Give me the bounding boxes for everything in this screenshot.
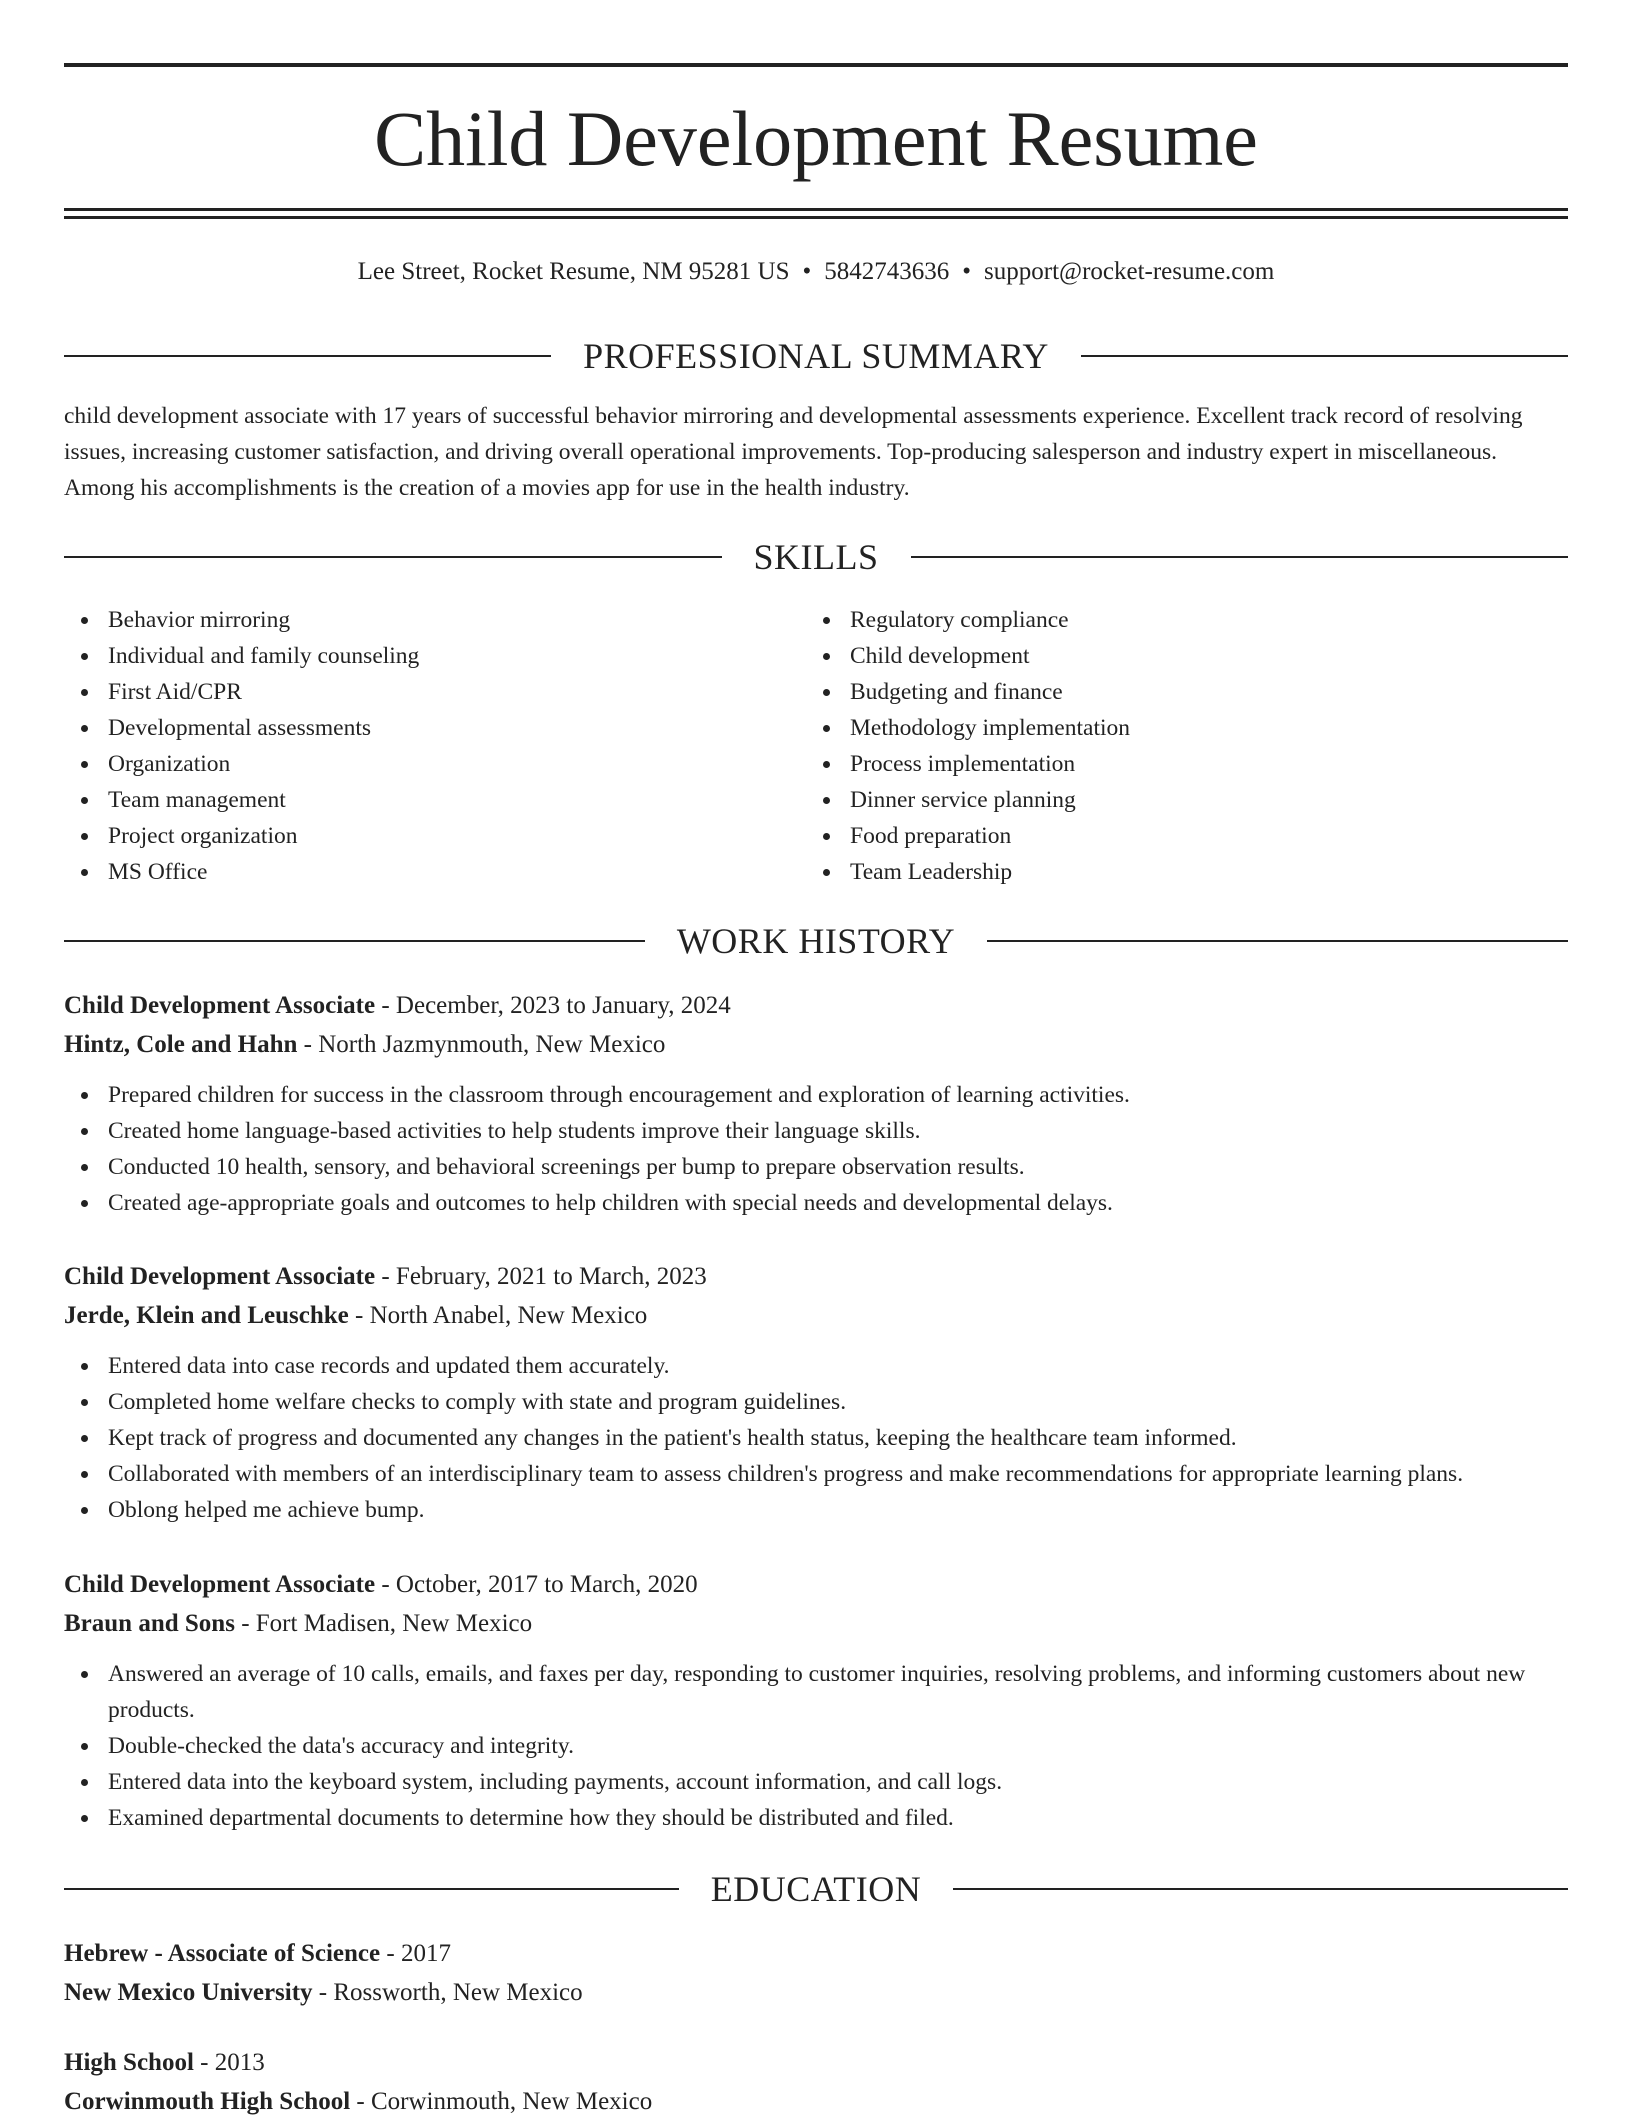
skill-item: Project organization <box>64 818 784 854</box>
job-title: Child Development Associate <box>64 1263 376 1290</box>
section-header-skills <box>64 533 1568 581</box>
contact-address: Lee Street, Rocket Resume, NM 95281 US <box>357 258 790 285</box>
job-duty: Created home language-based activities to help students improve their language skills. <box>64 1113 1568 1149</box>
job-duty: Kept track of progress and documented any changes in the patient's health status, keeping the healthcare team informed. <box>64 1420 1568 1456</box>
section-header-education <box>64 1865 1568 1913</box>
section-title: SKILLS <box>753 537 879 577</box>
education-degree: High School <box>64 2049 194 2076</box>
skill-item: Team management <box>64 782 784 818</box>
job-title-line <box>64 1257 1568 1296</box>
contact-line <box>64 252 1568 292</box>
job-title: Child Development Associate <box>64 1571 376 1598</box>
section-rule <box>64 355 551 357</box>
contact-email: support@rocket-resume.com <box>984 258 1275 285</box>
job-entry <box>64 986 1568 1221</box>
job-company: Jerde, Klein and Leuschke <box>64 1302 349 1329</box>
skills-column-left <box>64 602 784 890</box>
education-school-line <box>64 2082 1568 2121</box>
job-title-line <box>64 1565 1568 1604</box>
job-company-line <box>64 1025 1568 1064</box>
education-school: New Mexico University <box>64 1979 313 2006</box>
section-rule <box>1081 355 1568 357</box>
contact-phone: 5842743636 <box>824 258 950 285</box>
job-company-line <box>64 1296 1568 1335</box>
contact-separator: • <box>962 258 972 285</box>
job-dates: - October, 2017 to March, 2020 <box>375 1571 698 1598</box>
section-rule <box>911 556 1569 558</box>
section-title: WORK HISTORY <box>676 921 956 961</box>
section-rule <box>64 556 722 558</box>
job-duties <box>64 1077 1568 1221</box>
section-rule <box>64 1888 679 1890</box>
job-duty: Entered data into the keyboard system, including payments, account information, and call logs. <box>64 1764 1568 1800</box>
skill-item: Process implementation <box>806 746 1526 782</box>
job-duty: Oblong helped me achieve bump. <box>64 1492 1568 1528</box>
education-year: - 2013 <box>193 2049 265 2076</box>
job-title-line <box>64 986 1568 1025</box>
skill-item: Developmental assessments <box>64 710 784 746</box>
job-title: Child Development Associate <box>64 992 376 1019</box>
section-header-summary <box>64 332 1568 380</box>
job-duty: Conducted 10 health, sensory, and behavioral screenings per bump to prepare observation results. <box>64 1149 1568 1185</box>
job-duty: Answered an average of 10 calls, emails, and faxes per day, responding to customer inquiries, resolving problems, and informing customers about new products. <box>64 1656 1568 1728</box>
skill-item: Budgeting and finance <box>806 674 1526 710</box>
education-degree-line <box>64 1934 1568 1973</box>
section-rule <box>953 1888 1568 1890</box>
skill-item: Team Leadership <box>806 854 1526 890</box>
title-rule-lower <box>64 216 1568 219</box>
education-degree-line <box>64 2043 1568 2082</box>
top-rule <box>64 63 1568 67</box>
job-duty: Created age-appropriate goals and outcomes to help children with special needs and developmental delays. <box>64 1185 1568 1221</box>
job-company: Braun and Sons <box>64 1610 235 1637</box>
job-duty: Completed home welfare checks to comply with state and program guidelines. <box>64 1384 1568 1420</box>
skill-item: Regulatory compliance <box>806 602 1526 638</box>
skill-item: Dinner service planning <box>806 782 1526 818</box>
job-company: Hintz, Cole and Hahn <box>64 1031 298 1058</box>
education-year: - 2017 <box>380 1940 451 1967</box>
section-rule <box>64 940 645 942</box>
skills-column-right <box>806 602 1526 890</box>
section-header-work-history <box>64 917 1568 965</box>
education-location: - Corwinmouth, New Mexico <box>350 2088 653 2115</box>
job-dates: - February, 2021 to March, 2023 <box>375 1263 707 1290</box>
job-dates: - December, 2023 to January, 2024 <box>375 992 731 1019</box>
skill-item: Behavior mirroring <box>64 602 784 638</box>
skill-item: MS Office <box>64 854 784 890</box>
skill-item: Child development <box>806 638 1526 674</box>
skill-item: Methodology implementation <box>806 710 1526 746</box>
summary-text: child development associate with 17 years of successful behavior mirroring and developmental assessments experience. Excellent track record of resolving issues, increasing customer satisfaction, and driving overall operational improvements. Top-producing salesperson and industry expert in miscellaneous. Among his accomplishments is the creation of a movies app for use in the health industry. <box>64 403 1523 501</box>
job-duties <box>64 1656 1568 1836</box>
job-duty: Entered data into case records and updated them accurately. <box>64 1348 1568 1384</box>
skill-item: Food preparation <box>806 818 1526 854</box>
skill-item: Individual and family counseling <box>64 638 784 674</box>
job-duty: Prepared children for success in the classroom through encouragement and exploration of learning activities. <box>64 1077 1568 1113</box>
education-entry <box>64 2043 1568 2121</box>
skill-item: Organization <box>64 746 784 782</box>
education-entry <box>64 1934 1568 2012</box>
job-duty: Examined departmental documents to determine how they should be distributed and filed. <box>64 1800 1568 1836</box>
section-title: PROFESSIONAL SUMMARY <box>583 336 1049 376</box>
resume-title: Child Development Resume <box>374 95 1258 182</box>
job-entry <box>64 1257 1568 1528</box>
title-rule-upper <box>64 208 1568 211</box>
job-duty: Collaborated with members of an interdisciplinary team to assess children's progress and make recommendations for appropriate learning plans. <box>64 1456 1568 1492</box>
education-school: Corwinmouth High School <box>64 2088 351 2115</box>
education-location: - Rossworth, New Mexico <box>312 1979 583 2006</box>
section-title: EDUCATION <box>710 1869 922 1909</box>
job-company-line <box>64 1604 1568 1643</box>
section-rule <box>987 940 1568 942</box>
education-degree: Hebrew - Associate of Science <box>64 1940 381 1967</box>
job-location: - North Anabel, New Mexico <box>348 1302 648 1329</box>
contact-separator: • <box>802 258 812 285</box>
job-location: - Fort Madisen, New Mexico <box>234 1610 533 1637</box>
education-school-line <box>64 1973 1568 2012</box>
job-duty: Double-checked the data's accuracy and integrity. <box>64 1728 1568 1764</box>
skill-item: First Aid/CPR <box>64 674 784 710</box>
job-location: - North Jazmynmouth, New Mexico <box>297 1031 666 1058</box>
job-entry <box>64 1565 1568 1836</box>
job-duties <box>64 1348 1568 1528</box>
